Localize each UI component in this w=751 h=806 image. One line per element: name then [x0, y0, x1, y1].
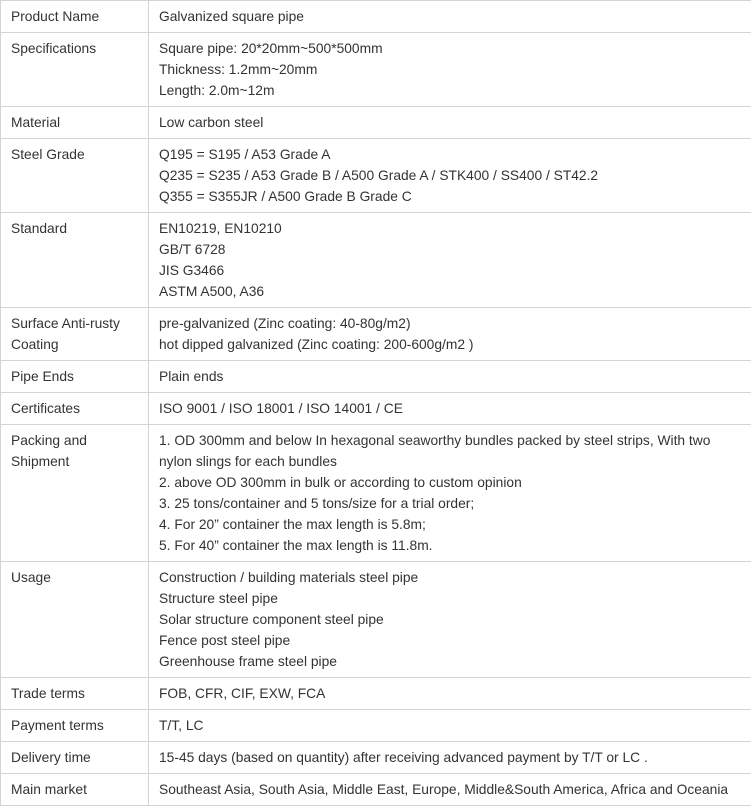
row-value-line: Construction / building materials steel pipe — [159, 567, 747, 588]
row-value-line: GB/T 6728 — [159, 239, 747, 260]
row-label: Packing and Shipment — [1, 425, 149, 562]
row-value-line: Q235 = S235 / A53 Grade B / A500 Grade A / STK400 / SS400 / ST42.2 — [159, 165, 747, 186]
row-value — [149, 425, 751, 562]
row-value — [149, 742, 751, 774]
row-value-line: pre-galvanized (Zinc coating: 40-80g/m2) — [159, 313, 747, 334]
row-value-line: Low carbon steel — [159, 112, 747, 133]
row-label: Specifications — [1, 33, 149, 107]
row-value-line: Galvanized square pipe — [159, 6, 747, 27]
row-label: Payment terms — [1, 710, 149, 742]
row-label: Steel Grade — [1, 139, 149, 213]
table-row — [1, 361, 751, 393]
table-row — [1, 393, 751, 425]
row-value — [149, 139, 751, 213]
row-value-line: 1. OD 300mm and below In hexagonal seaworthy bundles packed by steel strips, With two nylon slings for each bundles — [159, 430, 747, 472]
row-value-line: Greenhouse frame steel pipe — [159, 651, 747, 672]
row-value — [149, 678, 751, 710]
row-value — [149, 213, 751, 308]
row-value-line: JIS G3466 — [159, 260, 747, 281]
row-value-line: Square pipe: 20*20mm~500*500mm — [159, 38, 747, 59]
table-row — [1, 710, 751, 742]
table-row — [1, 213, 751, 308]
row-label: Main market — [1, 774, 149, 806]
row-value-line: Q195 = S195 / A53 Grade A — [159, 144, 747, 165]
table-row — [1, 562, 751, 678]
row-value — [149, 710, 751, 742]
table-row — [1, 139, 751, 213]
table-row — [1, 1, 751, 33]
row-value-line: Solar structure component steel pipe — [159, 609, 747, 630]
row-value-line: EN10219, EN10210 — [159, 218, 747, 239]
row-value — [149, 107, 751, 139]
row-value — [149, 33, 751, 107]
row-label: Certificates — [1, 393, 149, 425]
row-value-line: 2. above OD 300mm in bulk or according to custom opinion — [159, 472, 747, 493]
row-value-line: Fence post steel pipe — [159, 630, 747, 651]
row-value-line: Plain ends — [159, 366, 747, 387]
row-label: Trade terms — [1, 678, 149, 710]
row-label: Pipe Ends — [1, 361, 149, 393]
row-value-line: T/T, LC — [159, 715, 747, 736]
row-value — [149, 562, 751, 678]
row-value — [149, 774, 751, 806]
row-value-line: Structure steel pipe — [159, 588, 747, 609]
table-row — [1, 742, 751, 774]
row-label: Usage — [1, 562, 149, 678]
row-value-line: ISO 9001 / ISO 18001 / ISO 14001 / CE — [159, 398, 747, 419]
table-row — [1, 33, 751, 107]
row-value-line: Q355 = S355JR / A500 Grade B Grade C — [159, 186, 747, 207]
row-value-line: Length: 2.0m~12m — [159, 80, 747, 101]
table-row — [1, 308, 751, 361]
row-value-line: hot dipped galvanized (Zinc coating: 200-600g/m2 ) — [159, 334, 747, 355]
spec-table-body — [1, 1, 751, 806]
row-value-line: 15-45 days (based on quantity) after receiving advanced payment by T/T or LC . — [159, 747, 747, 768]
row-value-line: 3. 25 tons/container and 5 tons/size for a trial order; — [159, 493, 747, 514]
row-value-line: Southeast Asia, South Asia, Middle East, Europe, Middle&South America, Africa and Oceania — [159, 779, 747, 800]
table-row — [1, 774, 751, 806]
row-label: Product Name — [1, 1, 149, 33]
row-label: Standard — [1, 213, 149, 308]
row-label: Delivery time — [1, 742, 149, 774]
row-value-line: ASTM A500, A36 — [159, 281, 747, 302]
row-value — [149, 1, 751, 33]
row-value-line: FOB, CFR, CIF, EXW, FCA — [159, 683, 747, 704]
row-label: Material — [1, 107, 149, 139]
row-value — [149, 361, 751, 393]
row-value — [149, 393, 751, 425]
row-label: Surface Anti-rusty Coating — [1, 308, 149, 361]
row-value-line: 4. For 20” container the max length is 5.8m; — [159, 514, 747, 535]
table-row — [1, 107, 751, 139]
row-value — [149, 308, 751, 361]
table-row — [1, 425, 751, 562]
row-value-line: 5. For 40” container the max length is 11.8m. — [159, 535, 747, 556]
row-value-line: Thickness: 1.2mm~20mm — [159, 59, 747, 80]
table-row — [1, 678, 751, 710]
